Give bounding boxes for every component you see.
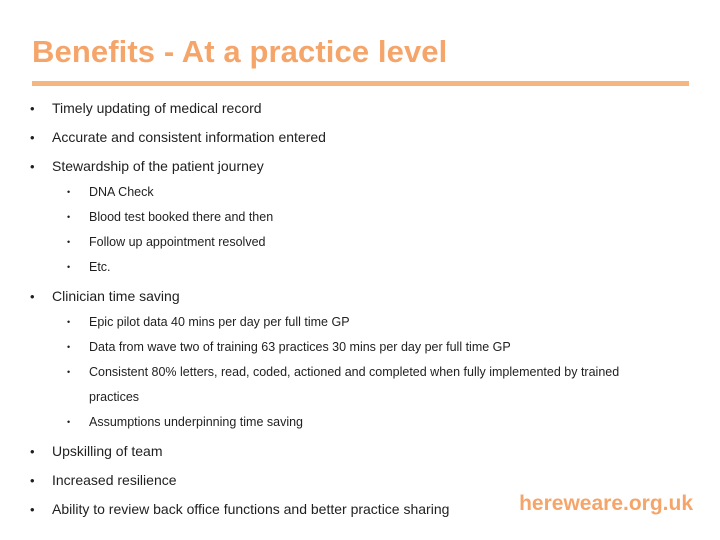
sub-bullet-item [67, 339, 511, 355]
bullet-marker: • [30, 502, 35, 517]
bullet-marker: • [30, 473, 35, 488]
sub-bullet-item [67, 209, 273, 225]
title-underline [32, 81, 689, 86]
sub-bullet-text: Blood test booked there and then [89, 210, 274, 224]
bullet-text: Accurate and consistent information entered [52, 129, 326, 145]
sub-bullet-item [67, 234, 266, 250]
footer-logo: hereweare.org.uk [519, 492, 693, 515]
sub-bullet-text: DNA Check [89, 185, 154, 199]
bullet-marker: • [30, 159, 35, 174]
sub-bullet-text: Assumptions underpinning time saving [89, 415, 304, 429]
bullet-marker: • [67, 237, 71, 247]
bullet-marker: • [67, 367, 71, 377]
sub-bullet-text: Etc. [89, 260, 111, 274]
sub-bullet-text: Data from wave two of training 63 practices 30 mins per day per full time GP [89, 340, 511, 354]
bullet-marker: • [67, 317, 71, 327]
bullet-marker: • [67, 212, 71, 222]
bullet-text: Stewardship of the patient journey [52, 158, 264, 174]
bullet-marker: • [67, 417, 71, 427]
bullet-item [30, 157, 264, 176]
bullet-item [30, 128, 326, 147]
bullet-marker: • [30, 101, 35, 116]
sub-bullet-item [67, 314, 350, 330]
bullet-marker: • [67, 342, 71, 352]
bullet-text: Upskilling of team [52, 443, 163, 459]
bullet-item [30, 471, 177, 490]
slide-title: Benefits - At a practice level [32, 34, 448, 69]
sub-bullet-item [67, 364, 619, 380]
sub-bullet-text: Epic pilot data 40 mins per day per full time GP [89, 315, 350, 329]
sub-bullet-text: Follow up appointment resolved [89, 235, 266, 249]
sub-bullet-item [67, 259, 111, 275]
bullet-item [30, 99, 262, 118]
sub-bullet-item [67, 414, 303, 430]
bullet-marker: • [67, 187, 71, 197]
bullet-item [30, 500, 449, 519]
bullet-marker: • [30, 444, 35, 459]
bullet-item [30, 287, 180, 306]
bullet-text: Ability to review back office functions and better practice sharing [52, 501, 450, 517]
bullet-item [30, 442, 163, 461]
bullet-marker: • [67, 262, 71, 272]
bullet-marker: • [30, 130, 35, 145]
bullet-text: Timely updating of medical record [52, 100, 262, 116]
sub-bullet-item [67, 184, 154, 200]
sub-bullet-continuation: practices [89, 390, 140, 404]
bullet-marker: • [30, 289, 35, 304]
bullet-text: Clinician time saving [52, 288, 180, 304]
sub-bullet-text: Consistent 80% letters, read, coded, actioned and completed when fully implemented by trained [89, 365, 620, 379]
bullet-text: Increased resilience [52, 472, 177, 488]
